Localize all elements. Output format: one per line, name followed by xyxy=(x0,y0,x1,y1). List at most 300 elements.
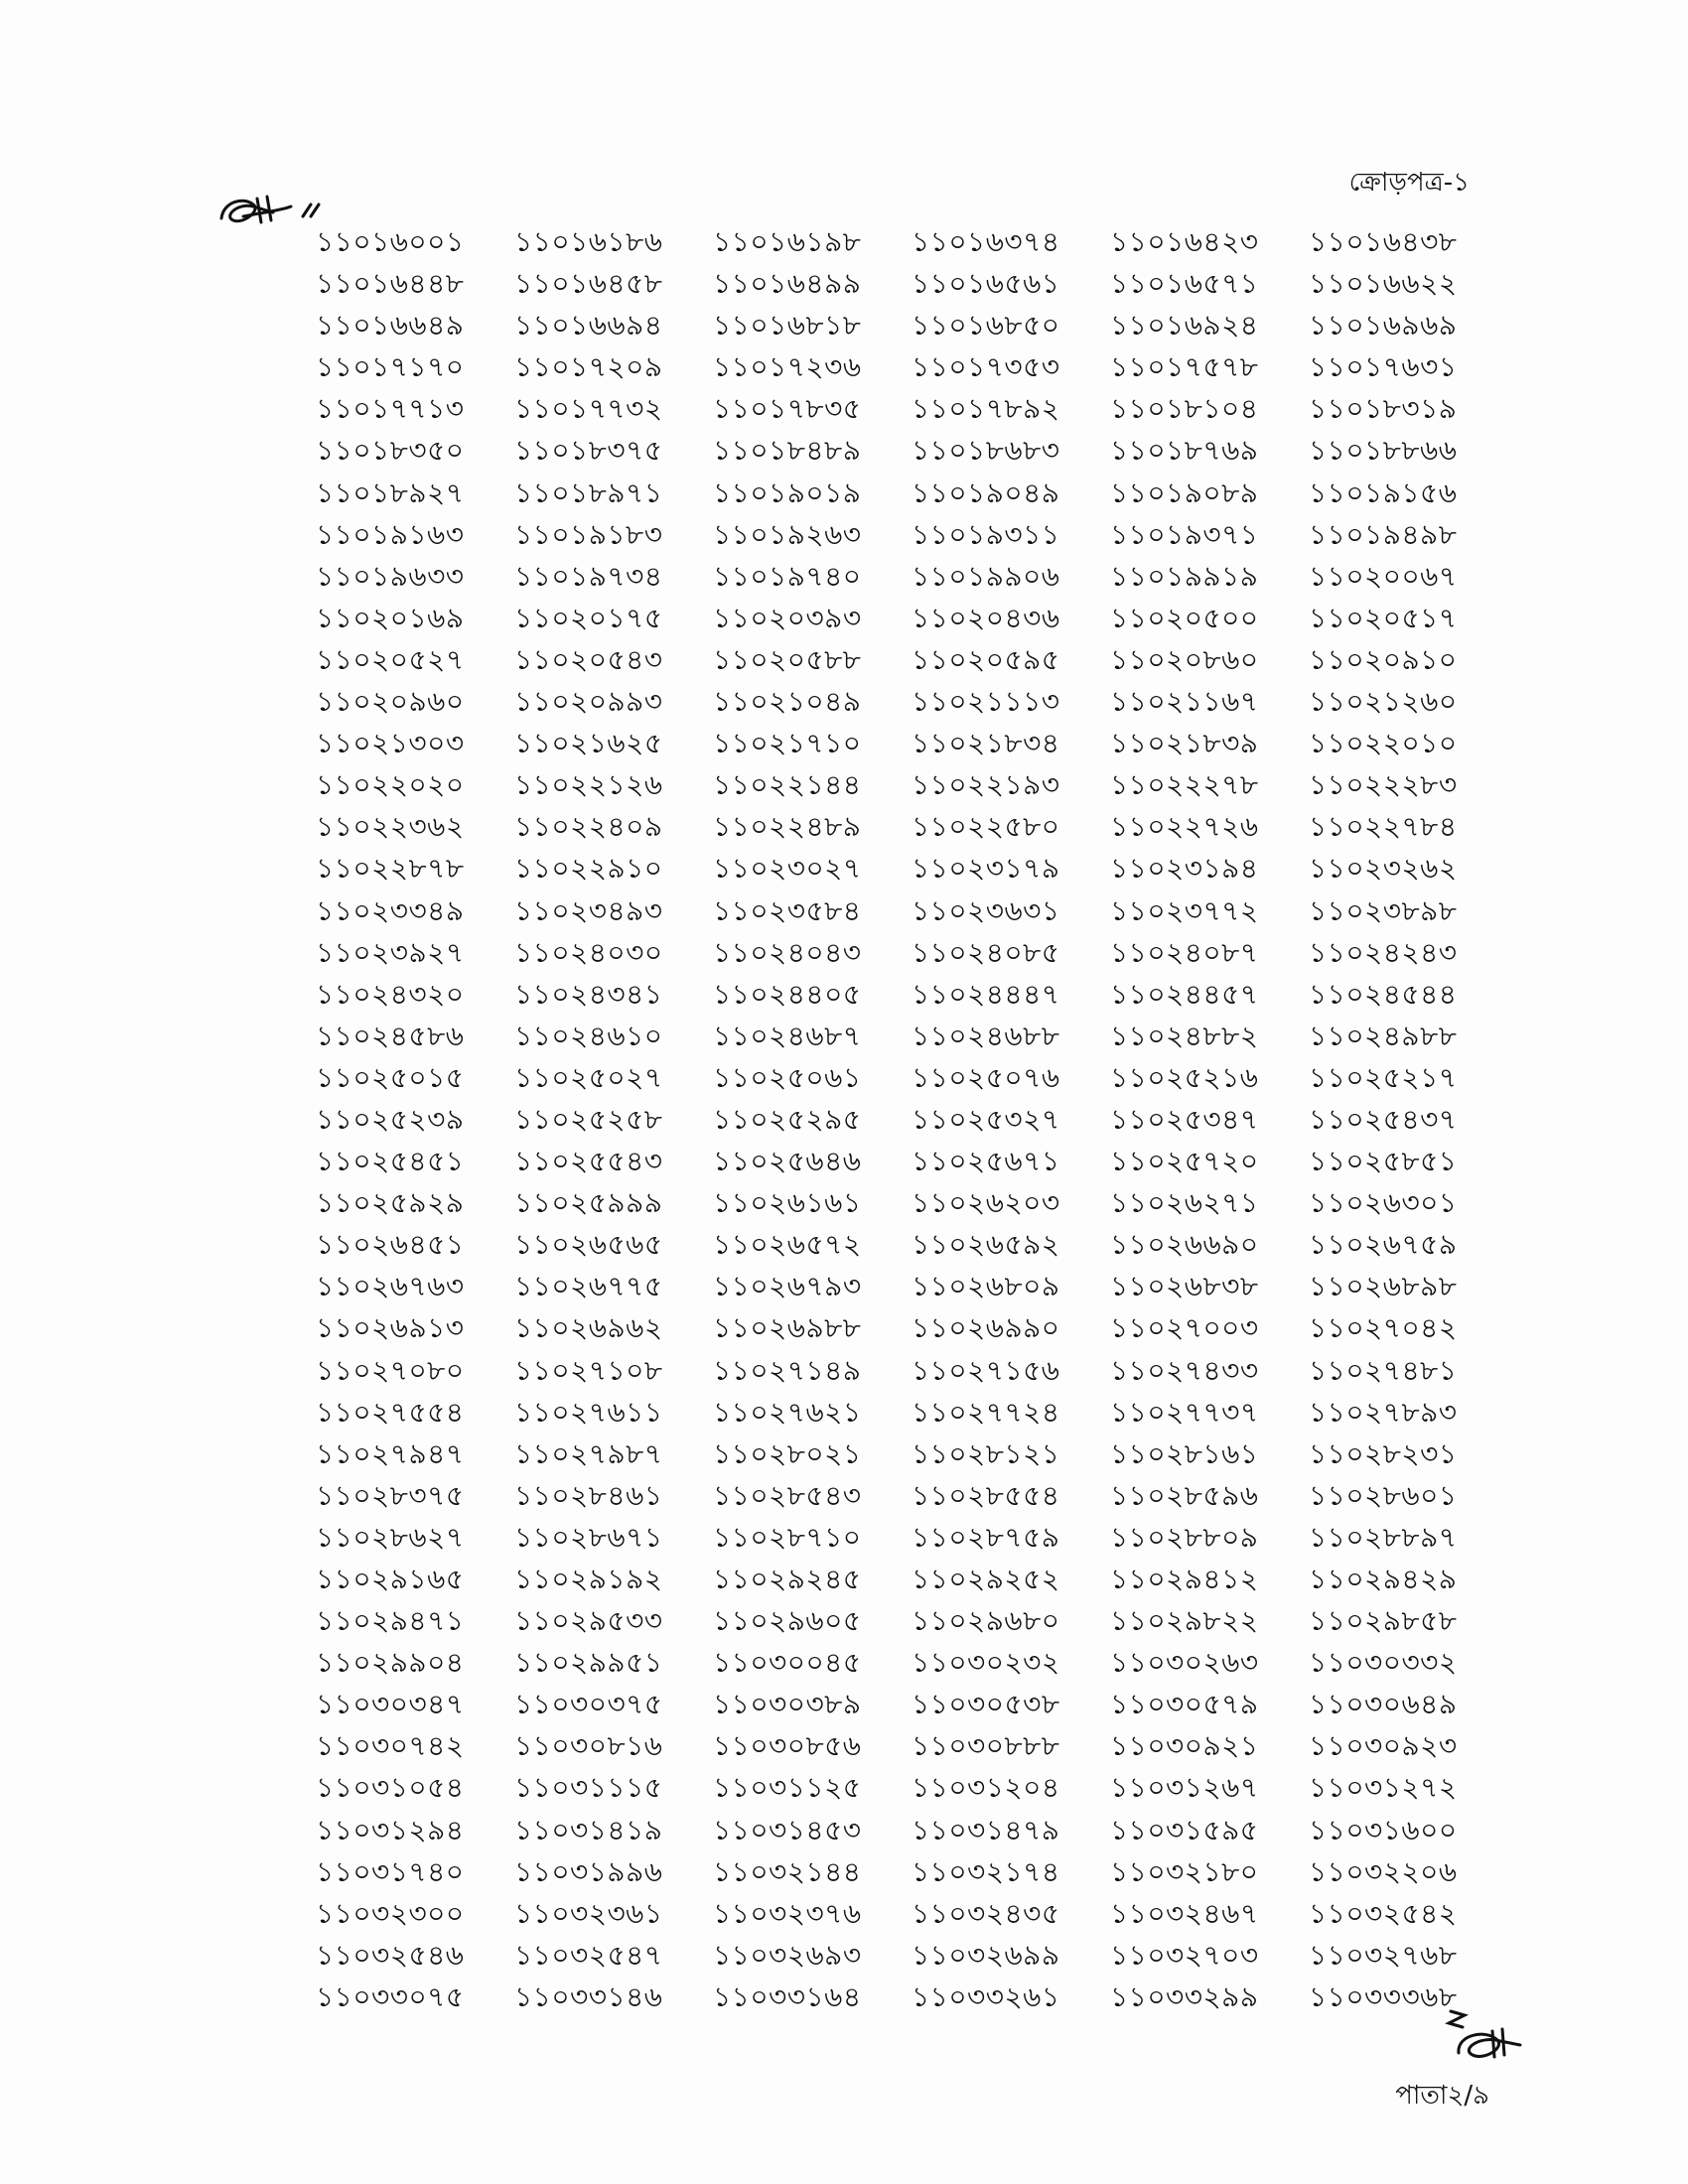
roll-number: ১১০২৭১৪৯ xyxy=(713,1353,862,1387)
roll-row xyxy=(316,805,1468,847)
roll-number: ১১০২৬২০৩ xyxy=(912,1186,1060,1220)
roll-number: ১১০২৮৫৫৪ xyxy=(912,1478,1060,1512)
roll-number: ১১০২২১৪৪ xyxy=(713,768,862,802)
roll-number: ১১০১৯১৬৩ xyxy=(316,517,465,551)
roll-number: ১১০১৭১৭০ xyxy=(316,350,465,384)
roll-row xyxy=(316,889,1468,931)
roll-number: ১১০১৯১৮৩ xyxy=(514,517,663,551)
roll-number: ১১০৩২৪৩৫ xyxy=(912,1896,1060,1930)
roll-number: ১১০২৩৩৪৯ xyxy=(316,893,465,927)
roll-number: ১১০২৫৩৪৭ xyxy=(1110,1102,1259,1136)
roll-row xyxy=(316,1516,1468,1558)
roll-number: ১১০১৯৩৭১ xyxy=(1110,517,1259,551)
roll-number: ১১০২৫২৩৯ xyxy=(316,1102,465,1136)
roll-number: ১১০২৭০৮০ xyxy=(316,1353,465,1387)
roll-number: ১১০৩০০৪৫ xyxy=(713,1646,862,1680)
roll-number-grid xyxy=(316,220,1468,2017)
roll-number: ১১০২১১৬৭ xyxy=(1110,685,1259,719)
roll-number: ১১০২৭৭৩৭ xyxy=(1110,1395,1259,1429)
roll-number: ১১০২৬৯৯০ xyxy=(912,1311,1060,1345)
roll-number: ১১০২৯৮৫৮ xyxy=(1309,1604,1458,1638)
roll-number: ১১০২৬৪৫১ xyxy=(316,1228,465,1262)
roll-number: ১১০২৯৪২৯ xyxy=(1309,1563,1458,1595)
roll-number: ১১০২০১৭৫ xyxy=(514,601,663,634)
roll-number: ১১০২১৬২৫ xyxy=(514,727,663,760)
roll-number: ১১০১৭৮৩৫ xyxy=(713,392,862,426)
roll-number: ১১০২৮৮০৯ xyxy=(1110,1520,1259,1554)
roll-number: ১১০৩২৩৭৬ xyxy=(713,1896,862,1930)
roll-number: ১১০২৫৪৫১ xyxy=(316,1145,465,1178)
roll-row xyxy=(316,1558,1468,1599)
roll-row xyxy=(316,638,1468,680)
roll-number: ১১০২২৪৮৯ xyxy=(713,810,862,844)
roll-number: ১১০২০৮৬০ xyxy=(1110,642,1259,676)
roll-number: ১১০৩০৩৭৫ xyxy=(514,1688,663,1721)
roll-number: ১১০৩০৩৮৯ xyxy=(713,1688,862,1721)
roll-number: ১১০২৮১২১ xyxy=(912,1436,1060,1470)
roll-number: ১১০১৬৩৭৪ xyxy=(912,225,1060,258)
roll-number: ১১০২৭৮৯৩ xyxy=(1309,1395,1458,1429)
roll-number: ১১০৩১০৫৪ xyxy=(316,1771,465,1805)
roll-number: ১১০২০৫২৭ xyxy=(316,642,465,676)
roll-number: ১১০২১১১৩ xyxy=(912,685,1060,719)
roll-number: ১১০৩২৩০০ xyxy=(316,1896,465,1930)
roll-number: ১১০৩০৬৪৯ xyxy=(1309,1688,1458,1721)
roll-number: ১১০২১৭১০ xyxy=(713,727,862,760)
signature-bottom xyxy=(1445,2005,1534,2075)
roll-number: ১১০২৪৪৪৭ xyxy=(912,977,1060,1011)
roll-number: ১১০১৬৪৪৮ xyxy=(316,267,465,301)
roll-row xyxy=(316,680,1468,722)
roll-number: ১১০২৮৬৭১ xyxy=(514,1520,663,1554)
roll-number: ১১০২৫৬৪৬ xyxy=(713,1145,862,1178)
roll-number: ১১০২৯২৪৫ xyxy=(713,1563,862,1595)
roll-number: ১১০৩১৪১৯ xyxy=(514,1813,663,1846)
roll-number: ১১০৩০২৬৩ xyxy=(1110,1646,1259,1680)
roll-number: ১১০২০৯১০ xyxy=(1309,642,1458,676)
roll-number: ১১০২৯৫৩৩ xyxy=(514,1604,663,1638)
roll-number: ১১০২৫০৭৬ xyxy=(912,1060,1060,1094)
roll-number: ১১০৩০৯২১ xyxy=(1110,1729,1259,1763)
roll-row xyxy=(316,1892,1468,1934)
roll-number: ১১০২৯৪১২ xyxy=(1110,1563,1259,1595)
roll-row xyxy=(316,304,1468,345)
roll-number: ১১০২২০১০ xyxy=(1309,727,1458,760)
roll-number: ১১০২৮৮৯৭ xyxy=(1309,1520,1458,1554)
roll-number: ১১০৩১২৭২ xyxy=(1309,1771,1458,1805)
roll-number: ১১০১৯৪৯৮ xyxy=(1309,517,1458,551)
roll-number: ১১০২৮৭৫৯ xyxy=(912,1520,1060,1554)
roll-number: ১১০৩১৬০০ xyxy=(1309,1813,1458,1846)
annex-label: ক্রোড়পত্র-১ xyxy=(1348,168,1470,198)
roll-number: ১১০১৯৭৪০ xyxy=(713,559,862,593)
roll-number: ১১০২৫০৬১ xyxy=(713,1060,862,1094)
roll-number: ১১০২৪৩৪১ xyxy=(514,977,663,1011)
roll-row xyxy=(316,1474,1468,1516)
roll-number: ১১০১৭৭৩২ xyxy=(514,392,663,426)
roll-number: ১১০১৬৪৯৯ xyxy=(713,267,862,301)
roll-number: ১১০১৬৬৯৪ xyxy=(514,309,663,342)
roll-number: ১১০২৮৪৬১ xyxy=(514,1478,663,1512)
roll-number: ১১০২৪৯৮৮ xyxy=(1309,1019,1458,1052)
roll-number: ১১০২৫০২৭ xyxy=(514,1060,663,1094)
roll-number: ১১০৩২৭০৩ xyxy=(1110,1938,1259,1972)
roll-row xyxy=(316,1015,1468,1056)
roll-number: ১১০৩৩১৬৪ xyxy=(713,1979,862,2013)
roll-number: ১১০১৬৯৬৯ xyxy=(1309,309,1458,342)
roll-number: ১১০১৭৭১৩ xyxy=(316,392,465,426)
roll-number: ১১০২৭৬২১ xyxy=(713,1395,862,1429)
roll-number: ১১০১৬০০১ xyxy=(316,225,465,258)
roll-number: ১১০২৩১৯৪ xyxy=(1110,852,1259,886)
roll-number: ১১০১৭২০৯ xyxy=(514,350,663,384)
roll-number: ১১০২৬৭৫৯ xyxy=(1309,1228,1458,1262)
roll-number: ১১০২৪০৪৩ xyxy=(713,935,862,969)
roll-row xyxy=(316,1056,1468,1098)
roll-row xyxy=(316,1976,1468,2017)
roll-number: ১১০১৯৯১৯ xyxy=(1110,559,1259,593)
roll-number: ১১০১৬৫৬১ xyxy=(912,267,1060,301)
roll-number: ১১০২৩০২৭ xyxy=(713,852,862,886)
roll-number: ১১০৩১৯৯৬ xyxy=(514,1854,663,1888)
roll-number: ১১০২৮১৬১ xyxy=(1110,1436,1259,1470)
roll-number: ১১০১৭৮৯২ xyxy=(912,392,1060,426)
roll-number: ১১০২৬৭৯৩ xyxy=(713,1270,862,1303)
roll-number: ১১০২৮৬০১ xyxy=(1309,1478,1458,1512)
roll-number: ১১০২৭৪৩৩ xyxy=(1110,1353,1259,1387)
roll-number: ১১০২৫২১৬ xyxy=(1110,1060,1259,1094)
roll-number: ১১০১৬৮১৮ xyxy=(713,309,862,342)
roll-number: ১১০২৪০৮৭ xyxy=(1110,935,1259,969)
roll-number: ১১০৩০৭৪২ xyxy=(316,1729,465,1763)
roll-number: ১১০২০৫৮৮ xyxy=(713,642,862,676)
roll-row xyxy=(316,262,1468,304)
roll-row xyxy=(316,763,1468,805)
roll-number: ১১০১৭৬৩১ xyxy=(1309,350,1458,384)
roll-number: ১১০১৯৬৩৩ xyxy=(316,559,465,593)
roll-number: ১১০২৯৮২২ xyxy=(1110,1604,1259,1638)
roll-number: ১১০২৬৩০১ xyxy=(1309,1186,1458,1220)
roll-row xyxy=(316,345,1468,387)
roll-number: ১১০২৪৪৫৭ xyxy=(1110,977,1259,1011)
roll-number: ১১০২৬৭৬৩ xyxy=(316,1270,465,1303)
roll-number: ১১০১৮৩৫০ xyxy=(316,434,465,468)
roll-number: ১১০১৮১০৪ xyxy=(1110,392,1259,426)
roll-number: ১১০২৪০৮৫ xyxy=(912,935,1060,969)
roll-number: ১১০২৩২৬২ xyxy=(1309,852,1458,886)
roll-number: ১১০৩২৫৪২ xyxy=(1309,1896,1458,1930)
roll-number: ১১০২৭৯৪৭ xyxy=(316,1436,465,1470)
roll-number: ১১০৩০৫৭৯ xyxy=(1110,1688,1259,1721)
roll-number: ১১০২৩৯২৭ xyxy=(316,935,465,969)
roll-number: ১১০২৪৮৮২ xyxy=(1110,1019,1259,1052)
roll-number: ১১০২০৯৬০ xyxy=(316,685,465,719)
roll-number: ১১০২৫৬৭১ xyxy=(912,1145,1060,1178)
roll-number: ১১০২৯৯০৪ xyxy=(316,1646,465,1680)
roll-number: ১১০২৯৬৮০ xyxy=(912,1604,1060,1638)
roll-number: ১১০৩৩১৪৬ xyxy=(514,1979,663,2013)
roll-number: ১১০৩৩২৬১ xyxy=(912,1979,1060,2013)
roll-number: ১১০৩২৬৯৩ xyxy=(713,1938,862,1972)
roll-row xyxy=(316,1181,1468,1223)
roll-number: ১১০১৮৭৬৯ xyxy=(1110,434,1259,468)
roll-number: ১১০১৬৪৩৮ xyxy=(1309,225,1458,258)
roll-number: ১১০১৮৬৮৩ xyxy=(912,434,1060,468)
roll-number: ১১০২০৩৯৩ xyxy=(713,601,862,634)
roll-number: ১১০৩২১৮০ xyxy=(1110,1854,1259,1888)
roll-number: ১১০২৭৯৮৭ xyxy=(514,1436,663,1470)
roll-row xyxy=(316,1265,1468,1306)
roll-number: ১১০১৮৩৭৫ xyxy=(514,434,663,468)
roll-number: ১১০২০৯৯৩ xyxy=(514,685,663,719)
roll-row xyxy=(316,931,1468,973)
roll-number: ১১০২১২৬০ xyxy=(1309,685,1458,719)
roll-number: ১১০২৪৬৮৭ xyxy=(713,1019,862,1052)
roll-number: ১১০২৫০১৫ xyxy=(316,1060,465,1094)
roll-row xyxy=(316,472,1468,513)
roll-number: ১১০৩১১১৫ xyxy=(514,1771,663,1805)
roll-number: ১১০১৬৪২৩ xyxy=(1110,225,1259,258)
roll-number: ১১০২২৪০৯ xyxy=(514,810,663,844)
roll-number: ১১০২৫৩২৭ xyxy=(912,1102,1060,1136)
roll-row xyxy=(316,513,1468,555)
roll-number: ১১০২৮২৩১ xyxy=(1309,1436,1458,1470)
roll-number: ১১০২৬৮৩৮ xyxy=(1110,1270,1259,1303)
roll-number: ১১০২১৩০৩ xyxy=(316,727,465,760)
roll-number: ১১০২১৮৩৪ xyxy=(912,727,1060,760)
roll-number: ১১০১৯২৬৩ xyxy=(713,517,862,551)
roll-number: ১১০২২১২৬ xyxy=(514,768,663,802)
roll-number: ১১০৩২২০৬ xyxy=(1309,1854,1458,1888)
roll-number: ১১০২৪২৪৩ xyxy=(1309,935,1458,969)
roll-row xyxy=(316,722,1468,763)
roll-number: ১১০৩০৮১৬ xyxy=(514,1729,663,1763)
roll-number: ১১০২৬৫৭২ xyxy=(713,1228,862,1262)
roll-number: ১১০১৭৩৫৩ xyxy=(912,350,1060,384)
roll-number: ১১০৩১২০৪ xyxy=(912,1771,1060,1805)
roll-number: ১১০২৪৬৮৮ xyxy=(912,1019,1060,1052)
roll-number: ১১০২৪৪০৫ xyxy=(713,977,862,1011)
roll-number: ১১০২৬৮৯৮ xyxy=(1309,1270,1458,1303)
roll-number: ১১০২৯৯৫১ xyxy=(514,1646,663,1680)
roll-number: ১১০২২৯১০ xyxy=(514,852,663,886)
roll-number: ১১০১৬৯২৪ xyxy=(1110,309,1259,342)
roll-number: ১১০২২৭২৬ xyxy=(1110,810,1259,844)
roll-number: ১১০২৬১৬১ xyxy=(713,1186,862,1220)
roll-number: ১১০২৮৭১০ xyxy=(713,1520,862,1554)
roll-number: ১১০২১৮৩৯ xyxy=(1110,727,1259,760)
roll-number: ১১০৩২৩৬১ xyxy=(514,1896,663,1930)
roll-number: ১১০২৪৩২০ xyxy=(316,977,465,1011)
roll-number: ১১০১৬১৮৬ xyxy=(514,225,663,258)
roll-number: ১১০২০০৬৭ xyxy=(1309,559,1458,593)
roll-number: ১১০১৯০৪৯ xyxy=(912,476,1060,509)
roll-number: ১১০৩০২৩২ xyxy=(912,1646,1060,1680)
roll-number: ১১০২৯৬০৫ xyxy=(713,1604,862,1638)
roll-number: ১১০২৬৮০৯ xyxy=(912,1270,1060,1303)
roll-number: ১১০২৩৫৮৪ xyxy=(713,893,862,927)
roll-number: ১১০২৮০২১ xyxy=(713,1436,862,1470)
roll-number: ১১০১৭৫৭৮ xyxy=(1110,350,1259,384)
roll-number: ১১০২৯১৬৫ xyxy=(316,1563,465,1595)
roll-number: ১১০২৫২৫৮ xyxy=(514,1102,663,1136)
roll-number: ১১০২৭৬১১ xyxy=(514,1395,663,1429)
roll-number: ১১০২২২৭৮ xyxy=(1110,768,1259,802)
roll-number: ১১০২৫২১৭ xyxy=(1309,1060,1458,1094)
roll-number: ১১০২০৪৩৬ xyxy=(912,601,1060,634)
roll-number: ১১০১৬৬৪৯ xyxy=(316,309,465,342)
roll-row xyxy=(316,1223,1468,1265)
roll-number: ১১০২০১৬৯ xyxy=(316,601,465,634)
roll-number: ১১০২৭৫৫৪ xyxy=(316,1395,465,1429)
roll-number: ১১০২৫৯৯৯ xyxy=(514,1186,663,1220)
roll-row xyxy=(316,429,1468,471)
roll-number: ১১০২৪৬১০ xyxy=(514,1019,663,1052)
roll-number: ১১০২৮৫৯৬ xyxy=(1110,1478,1259,1512)
roll-number: ১১০৩১৪৫৩ xyxy=(713,1813,862,1846)
roll-number: ১১০৩৩৩৬৮ xyxy=(1309,1979,1458,2013)
roll-number: ১১০১৮৪৮৯ xyxy=(713,434,862,468)
roll-row xyxy=(316,1599,1468,1641)
roll-number: ১১০২৭০০৩ xyxy=(1110,1311,1259,1345)
roll-row xyxy=(316,1641,1468,1683)
roll-number: ১১০২২২৮৩ xyxy=(1309,768,1458,802)
roll-number: ১১০১৯০১৯ xyxy=(713,476,862,509)
roll-number: ১১০২৬৫৯২ xyxy=(912,1228,1060,1262)
roll-row xyxy=(316,220,1468,262)
roll-number: ১১০২৯২৫২ xyxy=(912,1563,1060,1595)
roll-number: ১১০২৯৪৭১ xyxy=(316,1604,465,1638)
roll-number: ১১০১৬৫৭১ xyxy=(1110,267,1259,301)
roll-number: ১১০৩২১৪৪ xyxy=(713,1854,862,1888)
roll-row xyxy=(316,1850,1468,1892)
roll-number: ১১০২২৮৭৮ xyxy=(316,852,465,886)
roll-number: ১১০২৬২৭১ xyxy=(1110,1186,1259,1220)
roll-number: ১১০২৫৭২০ xyxy=(1110,1145,1259,1178)
roll-number: ১১০২০৫১৭ xyxy=(1309,601,1458,634)
roll-number: ১১০২৬৯৬২ xyxy=(514,1311,663,1345)
roll-number: ১১০১৮৯৭১ xyxy=(514,476,663,509)
roll-number: ১১০২০৫০০ xyxy=(1110,601,1259,634)
roll-number: ১১০৩১৪৭৯ xyxy=(912,1813,1060,1846)
roll-row xyxy=(316,1306,1468,1348)
roll-number: ১১০১৬৮৫০ xyxy=(912,309,1060,342)
roll-number: ১১০২৬৯১৩ xyxy=(316,1311,465,1345)
roll-row xyxy=(316,847,1468,888)
roll-number: ১১০২৫৮৫১ xyxy=(1309,1145,1458,1178)
roll-number: ১১০১৭২৩৬ xyxy=(713,350,862,384)
roll-number: ১১০২০৫৯৫ xyxy=(912,642,1060,676)
roll-number: ১১০২২৩৬২ xyxy=(316,810,465,844)
roll-number: ১১০১৮৯২৭ xyxy=(316,476,465,509)
roll-number: ১১০২৩৮৯৮ xyxy=(1309,893,1458,927)
roll-number: ১১০২৪০৩০ xyxy=(514,935,663,969)
roll-number: ১১০৩০৮৫৬ xyxy=(713,1729,862,1763)
roll-number: ১১০৩১২৯৪ xyxy=(316,1813,465,1846)
roll-number: ১১০১৬১৯৮ xyxy=(713,225,862,258)
roll-number: ১১০৩৩২৯৯ xyxy=(1110,1979,1259,2013)
roll-row xyxy=(316,973,1468,1015)
roll-number: ১১০১৮৩১৯ xyxy=(1309,392,1458,426)
roll-number: ১১০২৩৭৭২ xyxy=(1110,893,1259,927)
roll-number: ১১০১৯৭৩৪ xyxy=(514,559,663,593)
roll-number: ১১০২২১৯৩ xyxy=(912,768,1060,802)
roll-number: ১১০২৬৭৭৫ xyxy=(514,1270,663,1303)
roll-row xyxy=(316,1349,1468,1391)
roll-row xyxy=(316,597,1468,638)
roll-number: ১১০১৯৩১১ xyxy=(912,517,1060,551)
roll-number: ১১০৩২৪৬৭ xyxy=(1110,1896,1259,1930)
roll-number: ১১০২৭১৫৬ xyxy=(912,1353,1060,1387)
roll-row xyxy=(316,1934,1468,1976)
roll-row xyxy=(316,387,1468,429)
roll-number: ১১০১৮৮৬৬ xyxy=(1309,434,1458,468)
roll-number: ১১০২৮৩৭৫ xyxy=(316,1478,465,1512)
roll-number: ১১০১৯৯০৬ xyxy=(912,559,1060,593)
signature-top xyxy=(213,177,328,246)
roll-number: ১১০২৫৪৩৭ xyxy=(1309,1102,1458,1136)
roll-number: ১১০৩০৩৩২ xyxy=(1309,1646,1458,1680)
roll-number: ১১০২৭৭২৪ xyxy=(912,1395,1060,1429)
roll-number: ১১০২৩৬৩১ xyxy=(912,893,1060,927)
roll-number: ১১০৩২৫৪৬ xyxy=(316,1938,465,1972)
roll-row xyxy=(316,1098,1468,1140)
roll-row xyxy=(316,1766,1468,1808)
roll-number: ১১০২৯১৯২ xyxy=(514,1563,663,1595)
roll-number: ১১০৩১২৬৭ xyxy=(1110,1771,1259,1805)
roll-number: ১১০২২০২০ xyxy=(316,768,465,802)
roll-number: ১১০১৬৬২২ xyxy=(1309,267,1458,301)
roll-number: ১১০১৯০৮৯ xyxy=(1110,476,1259,509)
roll-number: ১১০২৩৪৯৩ xyxy=(514,893,663,927)
roll-number: ১১০৩২১৭৪ xyxy=(912,1854,1060,1888)
roll-number: ১১০২৭৪৮১ xyxy=(1309,1353,1458,1387)
roll-number: ১১০২৫৯২৯ xyxy=(316,1186,465,1220)
roll-row xyxy=(316,1724,1468,1766)
roll-number: ১১০২০৫৪৩ xyxy=(514,642,663,676)
roll-number: ১১০৩৩০৭৫ xyxy=(316,1979,465,2013)
roll-number: ১১০২৬৫৬৫ xyxy=(514,1228,663,1262)
roll-number: ১১০৩০৫৩৮ xyxy=(912,1688,1060,1721)
roll-row xyxy=(316,1391,1468,1433)
roll-number: ১১০৩২৫৪৭ xyxy=(514,1938,663,1972)
roll-number: ১১০৩১৫৯৫ xyxy=(1110,1813,1259,1846)
roll-number: ১১০২৮৫৪৩ xyxy=(713,1478,862,1512)
roll-row xyxy=(316,555,1468,597)
roll-row xyxy=(316,1140,1468,1181)
roll-number: ১১০২৭০৪২ xyxy=(1309,1311,1458,1345)
roll-number: ১১০২৩১৭৯ xyxy=(912,852,1060,886)
roll-row xyxy=(316,1683,1468,1724)
roll-number: ১১০২৪৫৮৬ xyxy=(316,1019,465,1052)
roll-number: ১১০১৬৪৫৮ xyxy=(514,267,663,301)
roll-number: ১১০৩০৮৮৮ xyxy=(912,1729,1060,1763)
roll-row xyxy=(316,1433,1468,1474)
roll-number: ১১০২৫৫৪৩ xyxy=(514,1145,663,1178)
roll-number: ১১০২৬৬৯০ xyxy=(1110,1228,1259,1262)
roll-number: ১১০২১০৪৯ xyxy=(713,685,862,719)
roll-number: ১১০২২৫৮০ xyxy=(912,810,1060,844)
roll-number: ১১০৩০৯২৩ xyxy=(1309,1729,1458,1763)
roll-number: ১১০২৮৬২৭ xyxy=(316,1520,465,1554)
roll-number: ১১০১৯১৫৬ xyxy=(1309,476,1458,509)
roll-number: ১১০৩০৩৪৭ xyxy=(316,1688,465,1721)
roll-number: ১১০২৭১০৮ xyxy=(514,1353,663,1387)
roll-number: ১১০২৫২৯৫ xyxy=(713,1102,862,1136)
roll-row xyxy=(316,1809,1468,1850)
roll-number: ১১০৩১৭৪০ xyxy=(316,1854,465,1888)
roll-number: ১১০২২৭৮৪ xyxy=(1309,810,1458,844)
